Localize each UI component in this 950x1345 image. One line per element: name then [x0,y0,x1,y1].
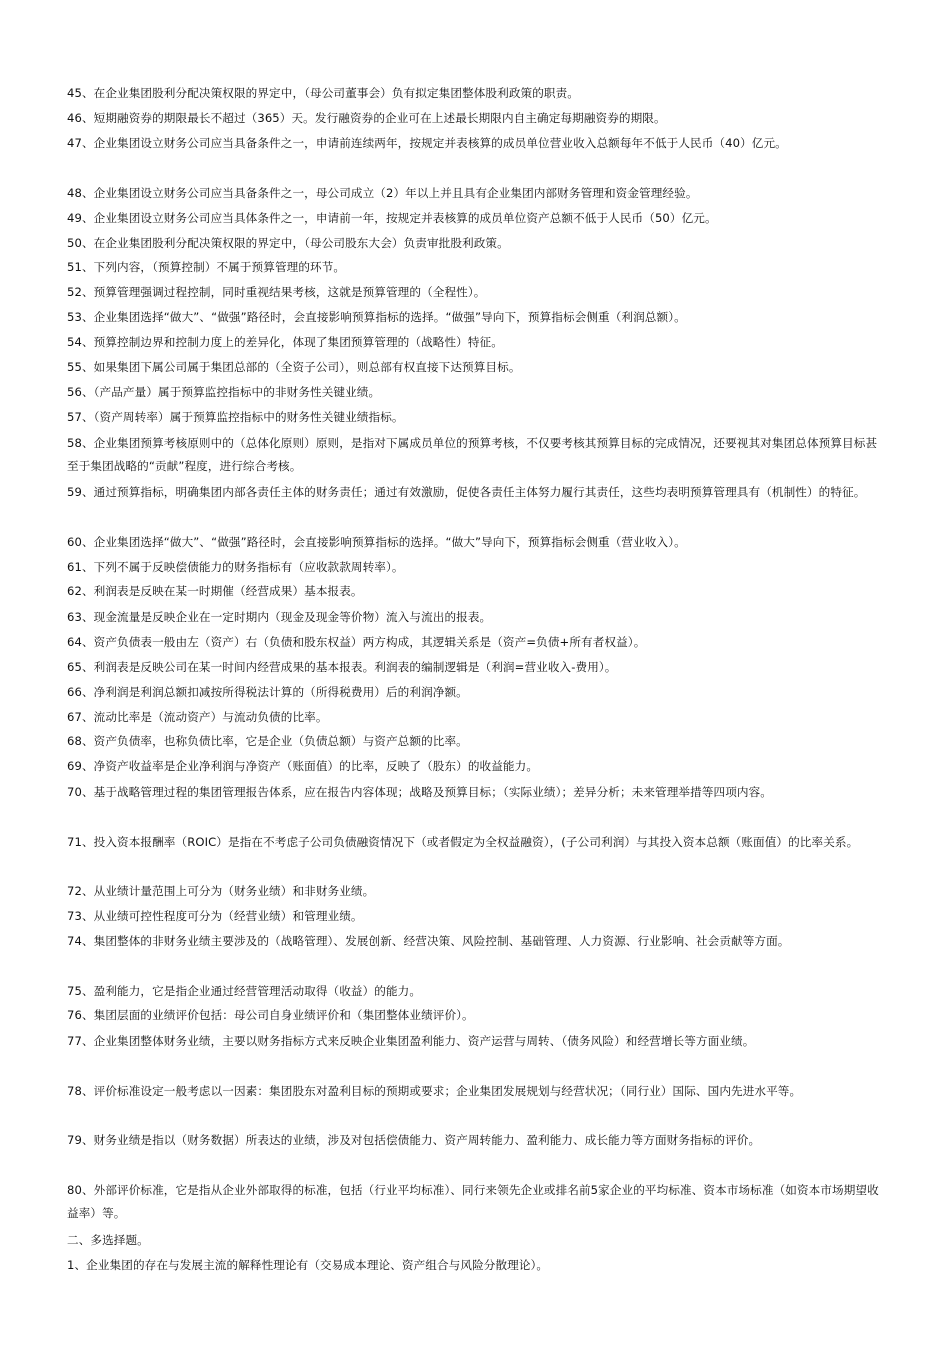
question-52: 52、预算管理强调过程控制，同时重视结果考核，这就是预算管理的（全程性）。 [67,284,486,299]
question-67: 67、流动比率是（流动资产）与流动负债的比率。 [67,709,328,724]
question-76: 76、集团层面的业绩评价包括：母公司自身业绩评价和（集团整体业绩评价）。 [67,1007,474,1022]
question-74: 74、集团整体的非财务业绩主要涉及的（战略管理）、发展创新、经营决策、风险控制、基础管理、人力资源、行业影响、社会贡献等方面。 [67,933,790,948]
section-heading-multiple-choice: 二、多选择题。 [67,1232,149,1247]
question-54: 54、预算控制边界和控制力度上的差异化，体现了集团预算管理的（战略性）特征。 [67,334,503,349]
question-48: 48、企业集团设立财务公司应当具备条件之一，母公司成立（2）年以上并且具有企业集团内部财务管理和资金管理经验。 [67,185,698,200]
question-56: 56、（产品产量）属于预算监控指标中的非财务性关键业绩。 [67,384,381,399]
question-51: 51、下列内容，（预算控制）不属于预算管理的环节。 [67,259,346,274]
question-61: 61、下列不属于反映偿债能力的财务指标有（应收款款周转率）。 [67,559,404,574]
question-64: 64、资产负债表一般由左（资产）右（负债和股东权益）两方构成，其逻辑关系是（资产=负债+所有者权益）。 [67,634,646,649]
question-53: 53、企业集团选择“做大”、“做强”路径时，会直接影响预算指标的选择。“做强”导向下，预算指标会侧重（利润总额）。 [67,309,686,324]
question-72: 72、从业绩计量范围上可分为（财务业绩）和非财务业绩。 [67,883,375,898]
multiple-choice-question-1: 1、企业集团的存在与发展主流的解释性理论有（交易成本理论、资产组合与风险分散理论）。 [67,1257,549,1272]
question-58: 58、企业集团预算考核原则中的（总体化原则）原则，是指对下属成员单位的预算考核，不仅要考核其预算目标的完成情况，还要视其对集团总体预算目标甚至于集团战略的“贡献”程度，进行综合考核。 [67,435,878,473]
question-69: 69、净资产收益率是企业净利润与净资产（账面值）的比率，反映了（股东）的收益能力。 [67,758,539,773]
question-60: 60、企业集团选择“做大”、“做强”路径时，会直接影响预算指标的选择。“做大”导向下，预算指标会侧重（营业收入）。 [67,534,686,549]
question-63: 63、现金流量是反映企业在一定时期内（现金及现金等价物）流入与流出的报表。 [67,609,492,624]
question-71: 71、投入资本报酬率（ROIC）是指在不考虑子公司负债融资情况下（或者假定为全权益融资），(子公司利润）与其投入资本总额（账面值）的比率关系。 [67,834,859,849]
question-62: 62、利润表是反映在某一时期催（经营成果）基本报表。 [67,583,363,598]
question-47: 47、企业集团设立财务公司应当具备条件之一，申请前连续两年，按规定并表核算的成员单位营业收入总额每年不低于人民币（40）亿元。 [67,135,787,150]
question-55: 55、如果集团下属公司属于集团总部的（全资子公司），则总部有权直接下达预算目标。 [67,359,521,374]
question-68: 68、资产负债率，也称负债比率，它是企业（负债总额）与资产总额的比率。 [67,733,468,748]
question-78: 78、评价标准设定一般考虑以一因素：集团股东对盈利目标的预期或要求；企业集团发展规划与经营状况；（同行业）国际、国内先进水平等。 [67,1083,802,1098]
question-50: 50、在企业集团股利分配决策权限的界定中，（母公司股东大会）负责审批股利政策。 [67,235,509,250]
question-79: 79、财务业绩是指以（财务数据）所表达的业绩，涉及对包括偿债能力、资产周转能力、盈利能力、成长能力等方面财务指标的评价。 [67,1132,761,1147]
question-77: 77、企业集团整体财务业绩，主要以财务指标方式来反映企业集团盈利能力、资产运营与周转、（债务风险）和经营增长等方面业绩。 [67,1033,755,1048]
question-59: 59、通过预算指标，明确集团内部各责任主体的财务责任；通过有效激励，促使各责任主体努力履行其责任，这些均表明预算管理具有（机制性）的特征。 [67,484,866,499]
question-75: 75、盈利能力，它是指企业通过经营管理活动取得（收益）的能力。 [67,983,422,998]
question-57: 57、（资产周转率）属于预算监控指标中的财务性关键业绩指标。 [67,409,404,424]
question-45: 45、在企业集团股利分配决策权限的界定中，（母公司董事会）负有拟定集团整体股利政策的职责。 [67,85,579,100]
question-70: 70、基于战略管理过程的集团管理报告体系，应在报告内容体现；战略及预算目标；（实际业绩）；差异分析；未来管理举措等四项内容。 [67,784,772,799]
question-73: 73、从业绩可控性程度可分为（经营业绩）和管理业绩。 [67,908,363,923]
question-80: 80、外部评价标准，它是指从企业外部取得的标准，包括（行业平均标准）、同行来领先企业或排名前5家企业的平均标准、资本市场标准（如资本市场期望收益率）等。 [67,1182,879,1220]
question-66: 66、净利润是利润总额扣减按所得税法计算的（所得税费用）后的利润净额。 [67,684,468,699]
question-46: 46、短期融资券的期限最长不超过（365）天。发行融资券的企业可在上述最长期限内自主确定每期融资券的期限。 [67,110,666,125]
question-49: 49、企业集团设立财务公司应当具体条件之一，申请前一年，按规定并表核算的成员单位资产总额不低于人民币（50）亿元。 [67,210,717,225]
question-65: 65、利润表是反映公司在某一时间内经营成果的基本报表。利润表的编制逻辑是（利润=营业收入-费用）。 [67,659,617,674]
